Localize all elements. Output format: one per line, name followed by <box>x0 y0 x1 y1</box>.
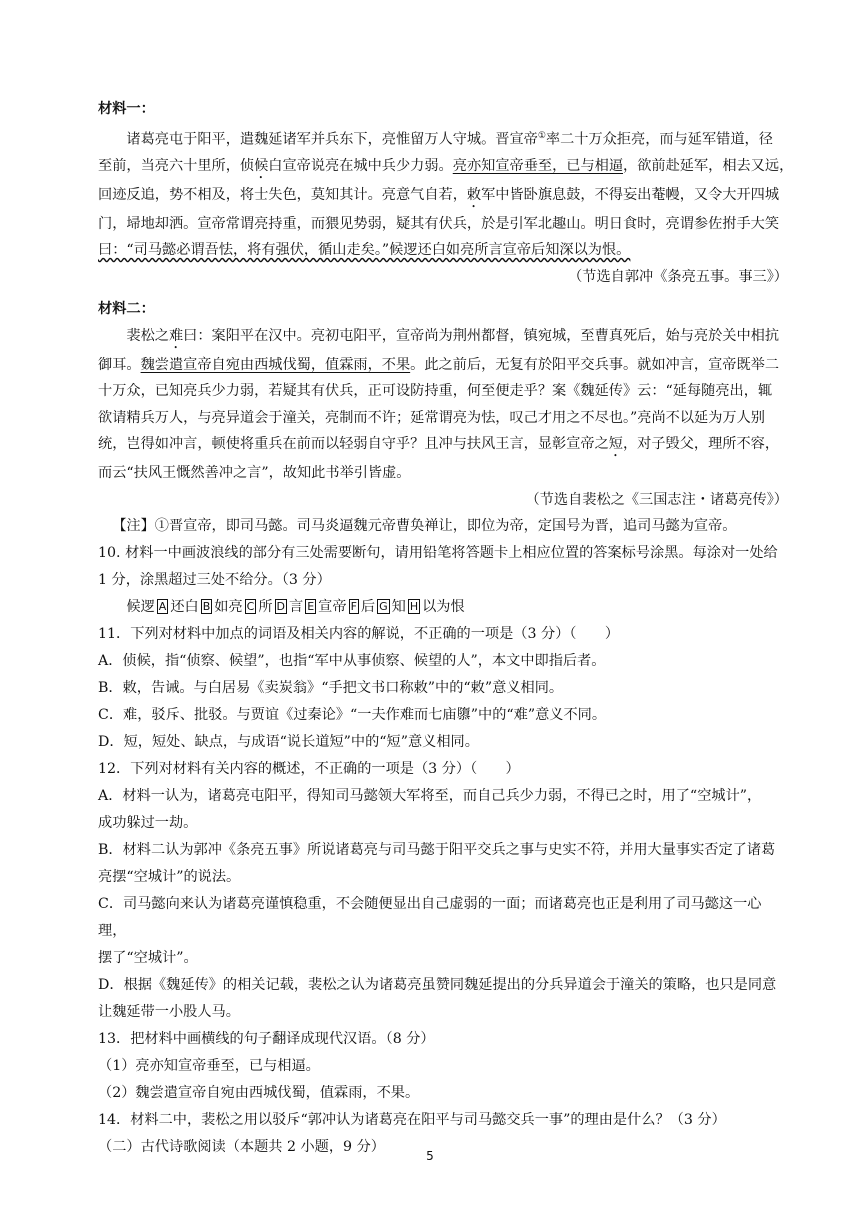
question-12 <box>98 756 788 1026</box>
text: 侦 <box>239 157 255 174</box>
dotted-word: 难 <box>168 327 184 344</box>
text: ，对子毁父，理所不容， <box>622 436 780 453</box>
answer-box-A[interactable]: A <box>158 600 167 614</box>
q11-option-b: B．敕，告诫。与白居易《卖炭翁》“手把文书口称敕”中的“敕”意义相同。 <box>98 679 564 696</box>
seq-text: 以为恨 <box>422 598 465 615</box>
seq-text: 言 <box>289 598 304 615</box>
q12-option-d: D．根据《魏延传》的相关记载，裴松之认为诸葛亮虽赞同魏延提出的分兵异道会于潼关的策略，也只是同意 <box>98 976 777 993</box>
text: 。此之前后，无复有於阳平交兵事。就如冲言，宣帝既举二 <box>410 356 780 373</box>
material-1-line <box>98 123 788 153</box>
underlined-sentence: 魏尝遣宣帝自宛由西城伐蜀，值霖雨，不果 <box>140 356 411 373</box>
q12-option-a-cont: 成功躲过一劫。 <box>98 814 198 831</box>
text: 率二十万众拒亮，而与延军错道，径 <box>545 131 773 148</box>
dotted-word: 候 <box>254 157 269 174</box>
underlined-sentence: 亮亦知宣帝垂至，已与相逼 <box>452 157 624 174</box>
seq-text: 候逻 <box>126 598 155 615</box>
material-1-source: （节选自郭冲《条亮五事。事三》） <box>568 268 788 285</box>
q10-text: 10. 材料一中画波浪线的部分有三处需要断句，请用铅笔将答题卡上相应位置的答案标号涂黑。每涂对一处给 <box>98 544 778 561</box>
section-heading: （二）古代诗歌阅读（本题共 2 小题，9 分） <box>98 1138 385 1155</box>
text: ，欲前赴延军，相去又远， <box>623 157 794 174</box>
page-number: 5 <box>426 1149 434 1163</box>
answer-box-E[interactable]: E <box>307 600 315 614</box>
q12-option-c-cont: 摆了“空城计”。 <box>98 949 198 966</box>
text: 军中皆卧旗息鼓，不得妄出菴幔，又令大开四城 <box>481 186 780 203</box>
material-1-title: 材料一： <box>98 101 155 117</box>
material-2-source: （节选自裴松之《三国志注・诸葛亮传》） <box>525 491 788 508</box>
q11-option-a: A．侦候，指“侦察、候望”，也指“军中从事侦察、候望的人”，本文中即指后者。 <box>98 652 606 669</box>
seq-text: 还白 <box>170 598 199 615</box>
wavy-sentence: 曰：“司马懿必谓吾怯，将有强伏，循山走矣。”候逻还白如亮所言宣帝后知深以为恨。 <box>98 242 631 259</box>
q11-option-c: C．难，驳斥、批驳。与贾谊《过秦论》“一夫作难而七庙隳”中的“难”意义不同。 <box>98 706 607 723</box>
q12-option-a: A．材料一认为，诸葛亮屯阳平，得知司马懿领大军将至，而自己兵少力弱，不得已之时，用了“空城计”， <box>98 787 762 804</box>
material-1-line <box>98 153 794 182</box>
text: 回迹反追，势不相及，将士失色，莫知其计。亮意气自若， <box>98 186 467 203</box>
text: 裴松之 <box>126 327 169 344</box>
answer-box-B[interactable]: B <box>202 600 211 614</box>
text: 诸葛亮屯于阳平，遣魏延诸军并兵东下，亮惟留万人守城。晋宣帝 <box>126 131 538 148</box>
text: 统，岂得如冲言，顿使将重兵在前而以轻弱自守乎？且冲与扶风王言，显彰宣帝之 <box>98 436 609 453</box>
seq-text: 所 <box>258 598 273 615</box>
material-2-line: 欲请精兵万人，与亮异道会于潼关，亮制而不许；延常谓亮为怯，叹己才用之不尽也。”亮尚不以延为万人别 <box>98 409 765 426</box>
material-1-line-wavy <box>98 237 788 264</box>
dotted-word: 短 <box>608 436 623 453</box>
q10-sequence <box>98 594 788 621</box>
q12-option-c: C．司马懿向来认为诸葛亮谨慎稳重，不会随便显出自己虚弱的一面；而诸葛亮也正是利用了司马懿这一心理， <box>98 895 762 939</box>
text: 白宣帝说亮在城中兵少力弱。 <box>268 157 453 174</box>
footnote-mark: ① <box>537 130 546 141</box>
seq-text: 宣帝 <box>318 598 347 615</box>
text: 至前，当亮六十里所， <box>98 157 240 174</box>
text: 御耳。 <box>98 356 141 373</box>
q12-option-b: B．材料二认为郭冲《条亮五事》所说诸葛亮与司马懿于阳平交兵之事与史实不符，并用大量事实否定了诸葛 <box>98 841 776 858</box>
q13-stem: 13．把材料中画横线的句子翻译成现代汉语。（8 分） <box>98 1030 435 1047</box>
q13-sentence-2: （2）魏尝遣宣帝自宛由西城伐蜀，值霖雨，不果。 <box>98 1084 420 1101</box>
q11-stem: 11．下列对材料中加点的词语及相关内容的解说，不正确的一项是（3 分）（ ） <box>98 625 620 642</box>
question-11 <box>98 621 788 756</box>
material-1-line: 门，埽地却洒。宣帝常谓亮持重，而猥见势弱，疑其有伏兵，於是引军北趣山。明日食时，亮谓参佐拊手大笑 <box>98 215 780 232</box>
answer-box-C[interactable]: C <box>246 600 255 614</box>
dotted-word: 敕 <box>466 186 482 203</box>
material-1-line <box>98 182 788 211</box>
question-14: 14．材料二中，裴松之用以驳斥“郭冲认为诸葛亮在阳平与司马懿交兵一事”的理由是什么？（3 分） <box>98 1111 726 1128</box>
material-2-title: 材料二： <box>98 301 155 318</box>
q11-option-d: D．短，短处、缺点，与成语“说长道短”中的“短”意义相同。 <box>98 733 479 750</box>
material-2-line <box>98 352 788 379</box>
question-10 <box>98 540 788 621</box>
material-2-line <box>98 431 788 460</box>
seq-text: 知 <box>391 598 406 615</box>
material-2-line: 而云“扶风王慨然善冲之言”，故知此书举引皆虚。 <box>98 465 411 482</box>
answer-box-H[interactable]: H <box>409 600 419 614</box>
answer-box-G[interactable]: G <box>379 600 388 614</box>
answer-box-F[interactable]: F <box>350 600 357 614</box>
q12-stem: 12．下列对材料有关内容的概述，不正确的一项是（3 分）（ ） <box>98 760 520 777</box>
seq-text: 如亮 <box>214 598 243 615</box>
seq-text: 后 <box>360 598 376 615</box>
q13-sentence-1: （1）亮亦知宣帝垂至，已与相逼。 <box>98 1057 320 1074</box>
annotation-note: 【注】①晋宣帝，即司马懿。司马炎逼魏元帝曹奂禅让，即位为帝，定国号为晋，追司马懿为宣帝。 <box>112 518 737 535</box>
material-2-line <box>98 323 788 352</box>
text: 曰：案阳平在汉中。亮初屯阳平，宣帝尚为荆州都督，镇宛城，至曹真死后，始与亮於关中相抗 <box>183 327 780 344</box>
q12-option-b-cont: 亮摆“空城计”的说法。 <box>98 868 241 885</box>
q12-option-d-cont: 让魏延带一小股人马。 <box>98 1003 240 1020</box>
answer-box-D[interactable]: D <box>276 600 286 614</box>
question-13 <box>98 1026 788 1107</box>
q10-text: 1 分，涂黑超过三处不给分。（3 分） <box>98 571 331 588</box>
document-page <box>98 90 794 1161</box>
material-2-line: 十万众，已知亮兵少力弱，若疑其有伏兵，正可设防持重，何至便走乎？案《魏延传》云：“延每随亮出，辄 <box>98 383 773 400</box>
